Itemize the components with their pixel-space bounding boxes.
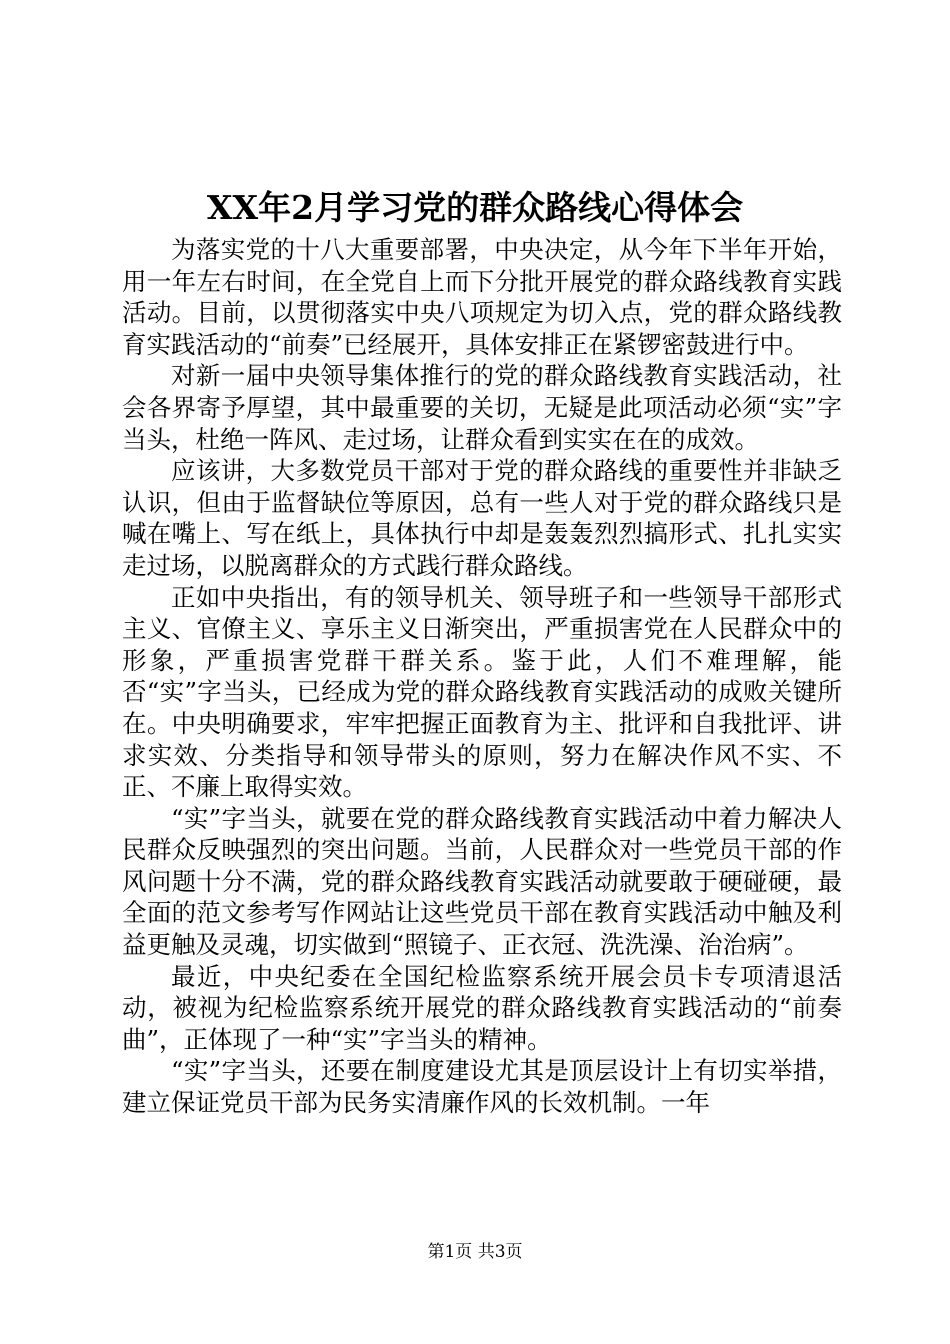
paragraph-7: “实”字当头，还要在制度建设尤其是顶层设计上有切实举措，建立保证党员干部为民务实清廉作风的长效机制。一年 bbox=[122, 1056, 842, 1118]
paragraph-1: 为落实党的十八大重要部署，中央决定，从今年下半年开始，用一年左右时间，在全党自上而下分批开展党的群众路线教育实践活动。目前，以贯彻落实中央八项规定为切入点，党的群众路线教育实践活动的“前奏”已经展开，具体安排正在紧锣密鼓进行中。 bbox=[122, 235, 842, 359]
paragraph-2: 对新一届中央领导集体推行的党的群众路线教育实践活动，社会各界寄予厚望，其中最重要的关切，无疑是此项活动必须“实”字当头，杜绝一阵风、走过场，让群众看到实实在在的成效。 bbox=[122, 361, 842, 454]
paragraph-6: 最近，中央纪委在全国纪检监察系统开展会员卡专项清退活动，被视为纪检监察系统开展党的群众路线教育实践活动的“前奏曲”，正体现了一种“实”字当头的精神。 bbox=[122, 961, 842, 1054]
paragraph-3: 应该讲，大多数党员干部对于党的群众路线的重要性并非缺乏认识，但由于监督缺位等原因，总有一些人对于党的群众路线只是喊在嘴上、写在纸上，具体执行中却是轰轰烈烈搞形式、扎扎实实走过场，以脱离群众的方式践行群众路线。 bbox=[122, 456, 842, 580]
paragraph-4: 正如中央指出，有的领导机关、领导班子和一些领导干部形式主义、官僚主义、享乐主义日渐突出，严重损害党在人民群众中的形象，严重损害党群干群关系。鉴于此，人们不难理解，能否“实”字当头，已经成为党的群众路线教育实践活动的成败关键所在。中央明确要求，牢牢把握正面教育为主、批评和自我批评、讲求实效、分类指导和领导带头的原则，努力在解决作风不实、不正、不廉上取得实效。 bbox=[122, 582, 842, 802]
page-number-footer: 第1页 共3页 bbox=[427, 1242, 523, 1262]
document-title: XX年2月学习党的群众路线心得体会 bbox=[206, 188, 744, 227]
document-body bbox=[122, 234, 842, 1119]
paragraph-5: “实”字当头，就要在党的群众路线教育实践活动中着力解决人民群众反映强烈的突出问题。当前，人民群众对一些党员干部的作风问题十分不满，党的群众路线教育实践活动就要敢于硬碰硬，最全面的范文参考写作网站让这些党员干部在教育实践活动中触及利益更触及灵魂，切实做到“照镜子、正衣冠、洗洗澡、治治病”。 bbox=[122, 803, 842, 960]
